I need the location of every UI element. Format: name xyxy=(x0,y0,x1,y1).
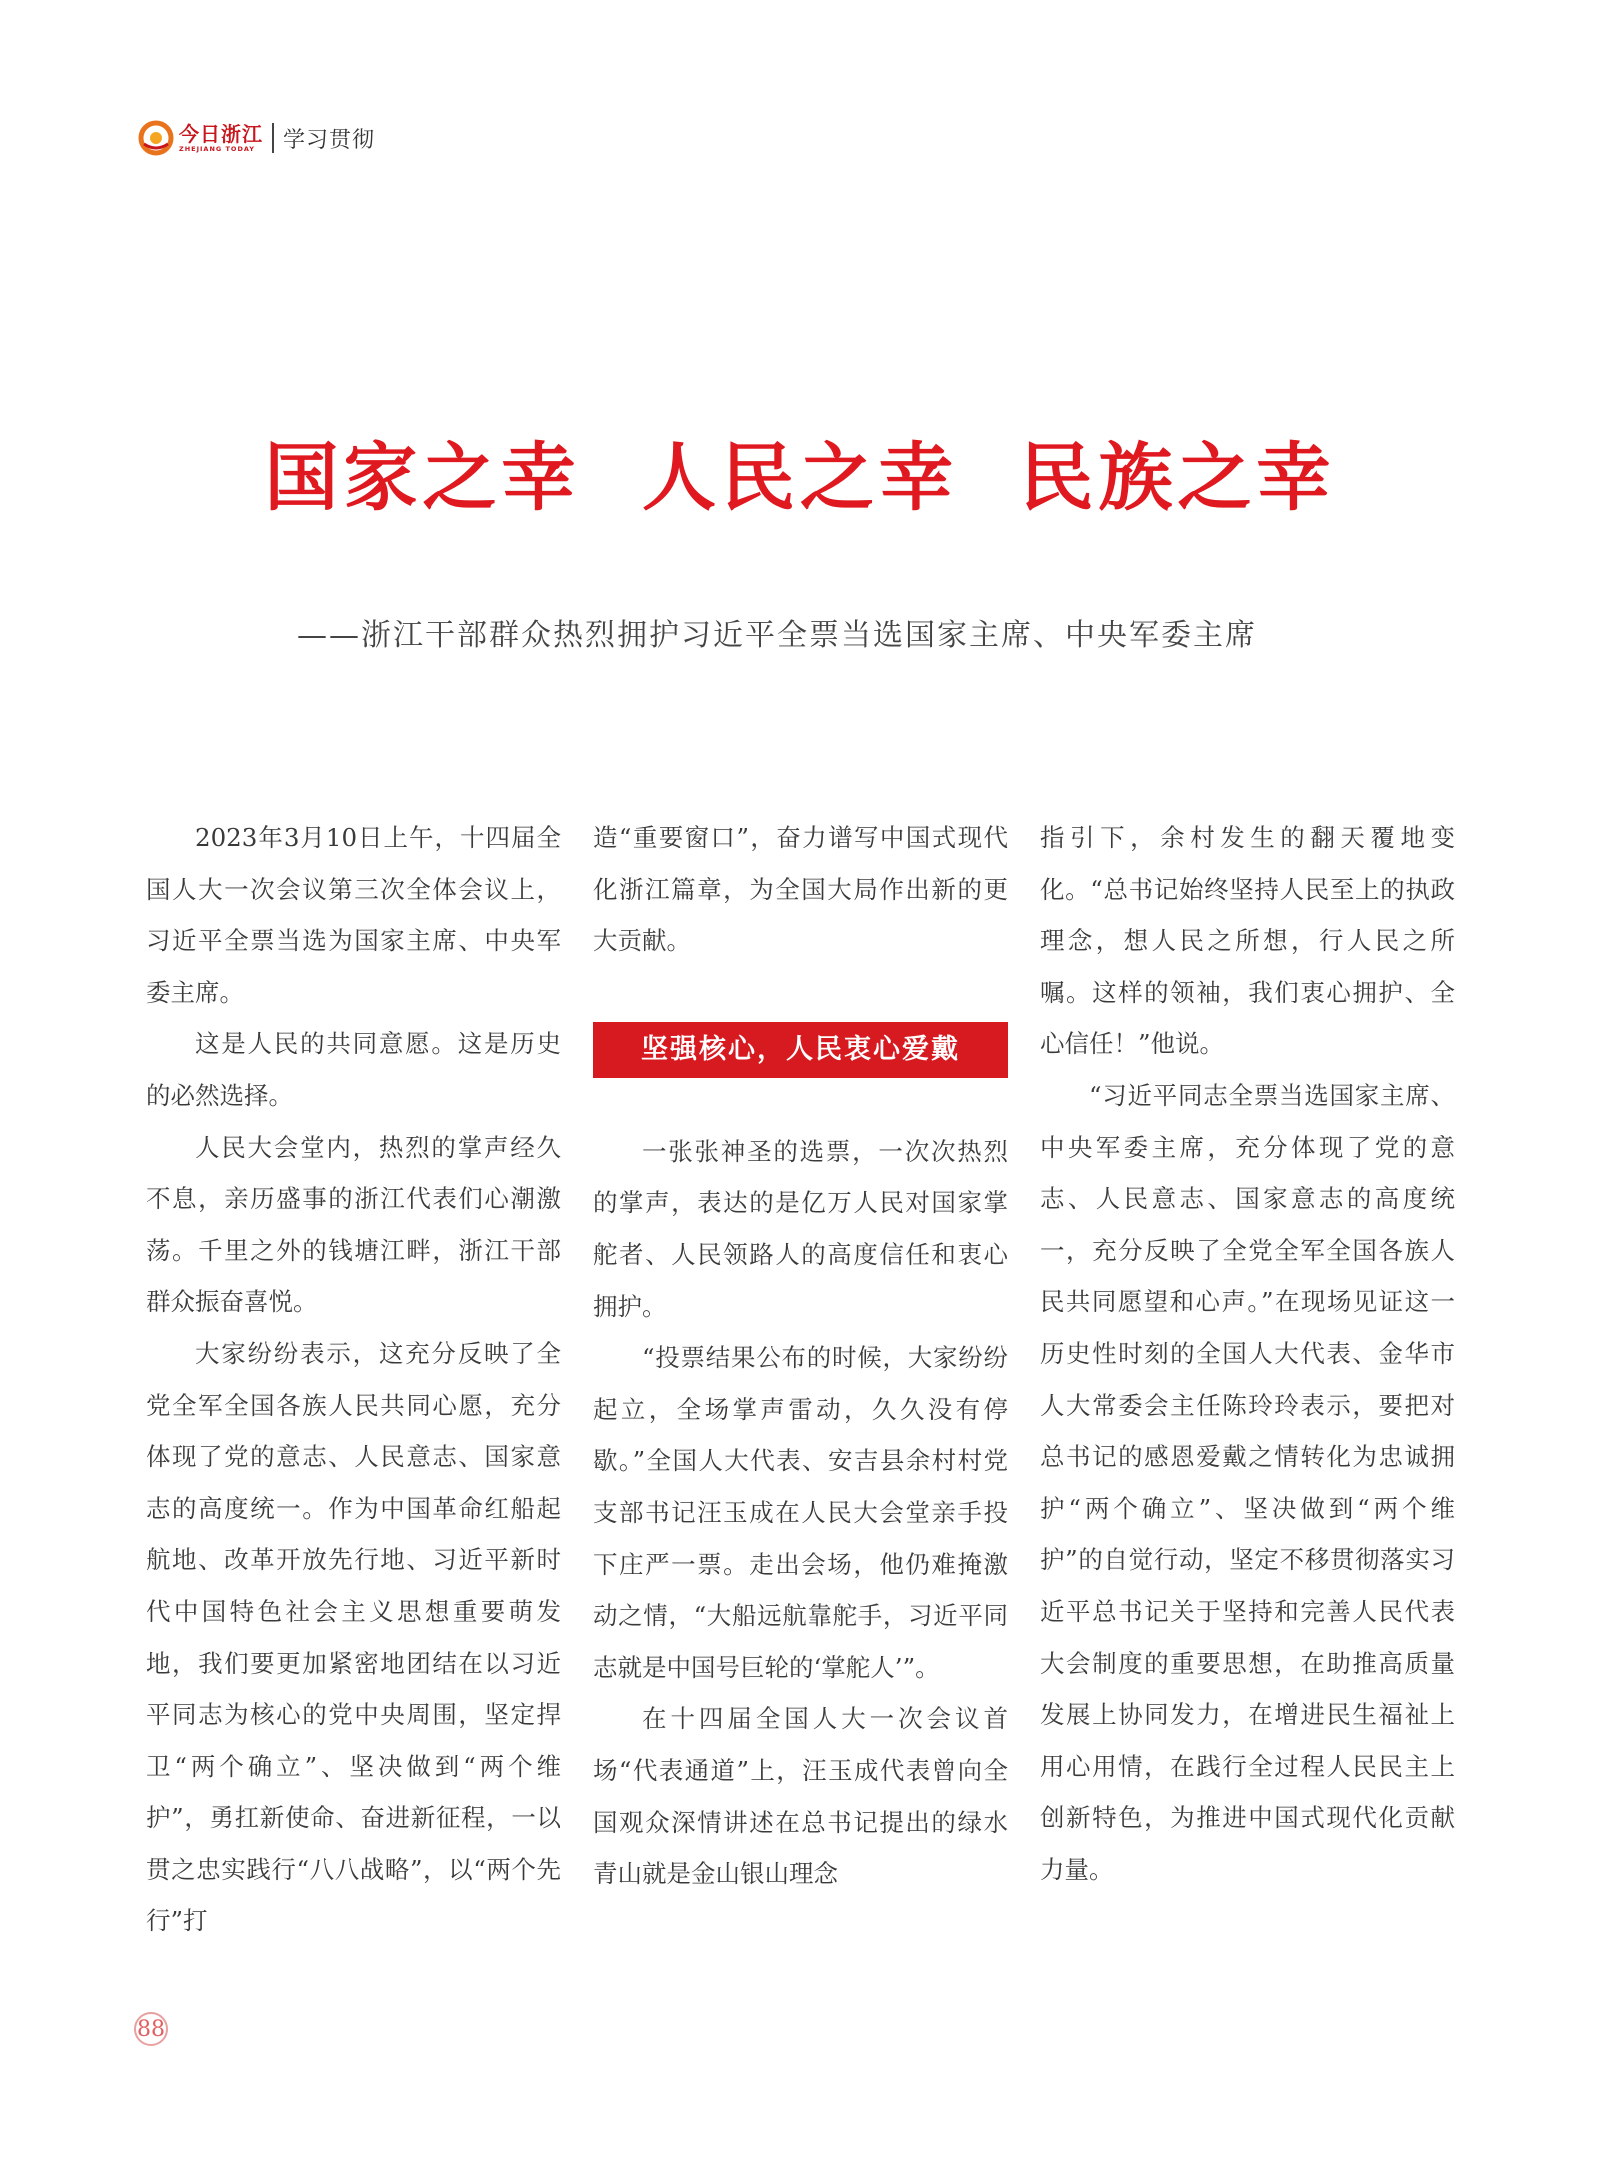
column-2 xyxy=(593,812,1008,1900)
section-label: 学习贯彻 xyxy=(283,127,376,153)
magazine-logo xyxy=(138,120,263,156)
paragraph: “投票结果公布的时候，大家纷纷起立，全场掌声雷动，久久没有停歇。”全国人大代表、安吉县余村村党支部书记汪玉成在人民大会堂亲手投下庄严一票。走出会场，他仍难掩激动之情，“大船远航靠舵手，习近平同志就是中国号巨轮的‘掌舵人’”。 xyxy=(593,1343,1008,1682)
paragraph: 这是人民的共同意愿。这是历史的必然选择。 xyxy=(146,1029,561,1110)
paragraph: 2023年3月10日上午，十四届全国人大一次会议第三次全体会议上，习近平全票当选为国家主席、中央军委主席。 xyxy=(146,823,561,1007)
article-title: 国家之幸 人民之幸 民族之幸 xyxy=(264,435,1336,521)
paragraph-continued: 指引下，余村发生的翻天覆地变化。“总书记始终坚持人民至上的执政理念，想人民之所想，行人民之所嘱。这样的领袖，我们衷心拥护、全心信任！”他说。 xyxy=(1040,823,1455,1059)
column-1 xyxy=(146,812,561,1947)
paragraph: “习近平同志全票当选国家主席、中央军委主席，充分体现了党的意志、人民意志、国家意志的高度统一，充分反映了全党全军全国各族人民共同愿望和心声。”在现场见证这一历史性时刻的全国人大代表、金华市人大常委会主任陈玲玲表示，要把对总书记的感恩爱戴之情转化为忠诚拥护“两个确立”、坚决做到“两个维护”的自觉行动，坚定不移贯彻落实习近平总书记关于坚持和完善人民代表大会制度的重要思想，在助推高质量发展上协同发力，在增进民生福祉上用心用情，在践行全过程人民民主上创新特色，为推进中国式现代化贡献力量。 xyxy=(1040,1080,1455,1884)
paragraph-continued: 造“重要窗口”，奋力谱写中国式现代化浙江篇章，为全国大局作出新的更大贡献。 xyxy=(593,823,1008,956)
column-3 xyxy=(1040,812,1455,1895)
paragraph: 大家纷纷表示，这充分反映了全党全军全国各族人民共同心愿，充分体现了党的意志、人民意志、国家意志的高度统一。作为中国革命红船起航地、改革开放先行地、习近平新时代中国特色社会主义思想重要萌发地，我们要更加紧密地团结在以习近平同志为核心的党中央周围，坚定捍卫“两个确立”、坚决做到“两个维护”，勇扛新使命、奋进新征程，一以贯之忠实践行“八八战略”，以“两个先行”打 xyxy=(146,1338,561,1936)
paragraph: 人民大会堂内，热烈的掌声经久不息，亲历盛事的浙江代表们心潮激荡。千里之外的钱塘江畔，浙江干部群众振奋喜悦。 xyxy=(146,1132,561,1317)
header-divider xyxy=(272,123,274,153)
section-subheading: 坚强核心，人民衷心爱戴 xyxy=(593,1022,1008,1078)
paragraph: 一张张神圣的选票，一次次热烈的掌声，表达的是亿万人民对国家掌舵者、人民领路人的高度信任和衷心拥护。 xyxy=(593,1136,1008,1321)
page-number: 88 xyxy=(134,2012,168,2046)
paragraph: 在十四届全国人大一次会议首场“代表通道”上，汪玉成代表曾向全国观众深情讲述在总书记提出的绿水青山就是金山银山理念 xyxy=(593,1704,1008,1889)
article-subtitle: ——浙江干部群众热烈拥护习近平全票当选国家主席、中央军委主席 xyxy=(297,618,1257,653)
logo-english-text: ZHEJIANG TODAY xyxy=(179,144,255,153)
page-header xyxy=(138,118,375,158)
sun-logo-icon xyxy=(138,120,174,156)
logo-chinese-text: 今日浙江 xyxy=(179,121,263,146)
